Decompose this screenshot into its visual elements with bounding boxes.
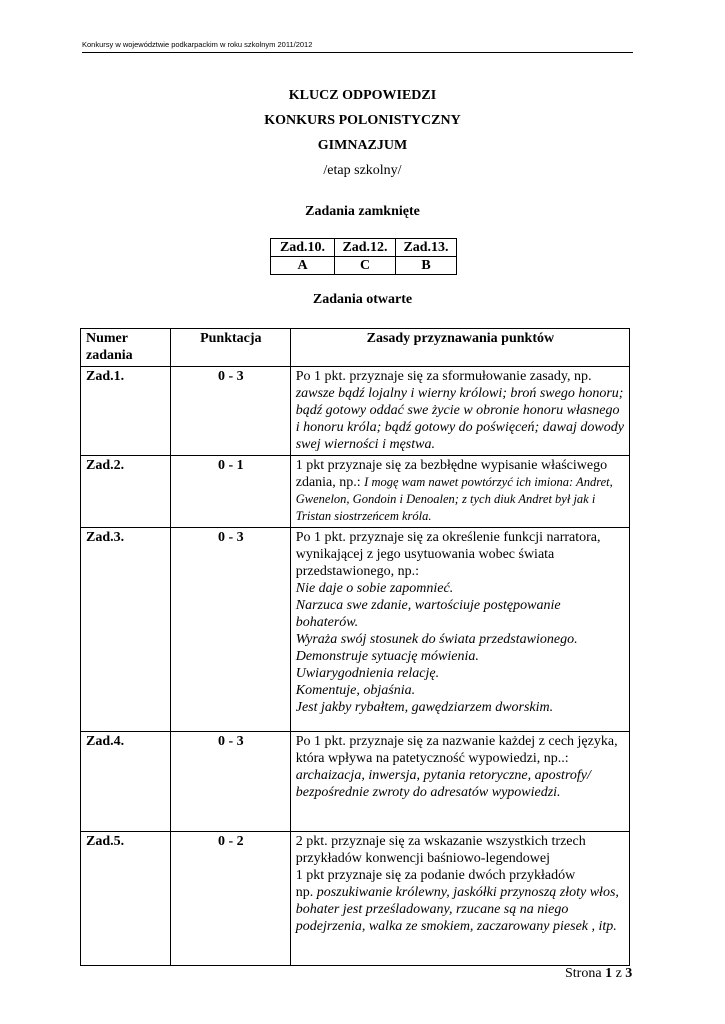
rule-example: Wyraża swój stosunek do świata przedstawionego. [295, 632, 578, 647]
rule-text: Po 1 pkt. przyznaje się za sformułowanie zasady, np. [295, 369, 592, 384]
task-number: Zad.5. [81, 832, 171, 966]
open-tasks-heading: Zadania otwarte [312, 292, 413, 307]
rule-example: Demonstruje sytuację mówienia. [295, 649, 479, 664]
table-row [81, 528, 630, 732]
closed-answer-row [271, 257, 457, 275]
rule-example: Komentuje, objaśnia. [295, 683, 416, 698]
rule-text: 1 pkt przyznaje się za bezbłędne wypisanie właściwego zdania, np.: [295, 458, 608, 490]
running-header: Konkursy w województwie podkarpackim w roku szkolnym 2011/2012 [82, 40, 633, 53]
closed-answer: B [396, 257, 457, 275]
rule-text: 1 pkt przyznaje się za podanie dwóch przykładów [295, 868, 576, 883]
rule-example: archaizacja, inwersja, pytania retoryczne, apostrofy/ bezpośrednie zwroty do adresatów wypowiedzi. [295, 768, 591, 800]
page-total: 3 [625, 966, 633, 981]
page-of: z [615, 966, 622, 981]
closed-tasks-heading: Zadania zamknięte [305, 204, 420, 219]
page-number [565, 966, 632, 982]
rule-text: np. [295, 885, 314, 900]
task-rules [290, 832, 629, 966]
closed-answer: A [271, 257, 335, 275]
task-number: Zad.4. [81, 732, 171, 832]
col-header-points: Punktacja [170, 329, 290, 367]
rule-example: I mogę wam nawet powtórzyć ich imiona: Andret, Gwenelon, Gondoin i Denoalen; z tych diuk Andret był jak i Tristan siostrzeńcem króla. [295, 475, 613, 523]
page-current: 1 [605, 966, 613, 981]
closed-header-row [271, 239, 457, 257]
task-rules [290, 367, 629, 456]
rule-text: Po 1 pkt. przyznaje się za określenie funkcji narratora, wynikającej z jego usytuowania wobec świata przedstawionego, np.: [295, 530, 601, 579]
task-points: 0 - 2 [170, 832, 290, 966]
col-header-rules: Zasady przyznawania punktów [290, 329, 629, 367]
page-label: Strona [565, 966, 602, 981]
task-points: 0 - 3 [170, 732, 290, 832]
title-line2: KONKURS POLONISTYCZNY [264, 113, 461, 128]
task-points: 0 - 3 [170, 528, 290, 732]
table-row [81, 832, 630, 966]
rule-example: Nie daje o sobie zapomnieć. [295, 581, 454, 596]
title-line1: KLUCZ ODPOWIEDZI [288, 88, 437, 103]
rule-text: Po 1 pkt. przyznaje się za nazwanie każdej z cech języka, która wpływa na patetyczność wypowiedzi, np..: [295, 734, 618, 766]
title-line3: GIMNAZJUM [317, 138, 408, 153]
rule-example: zawsze bądź lojalny i wierny królowi; broń swego honoru; bądź gotowy oddać swe życie w obronie honoru własnego i honoru króla; bądź gotowy do poświęceń; dawaj dowody swej wierności i męstwa. [295, 386, 624, 452]
open-header-row [81, 329, 630, 367]
rule-example: Jest jakby rybałtem, gawędziarzem dworskim. [295, 700, 554, 715]
closed-answers-table [270, 238, 457, 275]
closed-col: Zad.12. [335, 239, 396, 257]
rule-example: poszukiwanie królewny, jaskółki przynoszą złoty włos, bohater jest prześladowany, rzucane są na niego podejrzenia, walka ze smokiem, zaczarowany piesek , itp. [295, 885, 619, 934]
task-rules [290, 528, 629, 732]
closed-col: Zad.10. [271, 239, 335, 257]
table-row [81, 732, 630, 832]
task-number: Zad.3. [81, 528, 171, 732]
task-rules [290, 732, 629, 832]
rule-text: 2 pkt. przyznaje się za wskazanie wszystkich trzech przykładów konwencji baśniowo-legendowej [295, 834, 586, 866]
table-row [81, 367, 630, 456]
task-rules [290, 456, 629, 528]
task-number: Zad.1. [81, 367, 171, 456]
rule-example: Uwiarygodnienia relację. [295, 666, 440, 681]
col-header-number: Numer zadania [81, 329, 171, 367]
closed-col: Zad.13. [396, 239, 457, 257]
table-row [81, 456, 630, 528]
title-line4: /etap szkolny/ [323, 163, 402, 178]
open-answers-table [80, 328, 630, 966]
rule-example: Narzuca swe zdanie, wartościuje postępowanie bohaterów. [295, 598, 561, 630]
task-number: Zad.2. [81, 456, 171, 528]
closed-answer: C [335, 257, 396, 275]
task-points: 0 - 3 [170, 367, 290, 456]
task-points: 0 - 1 [170, 456, 290, 528]
